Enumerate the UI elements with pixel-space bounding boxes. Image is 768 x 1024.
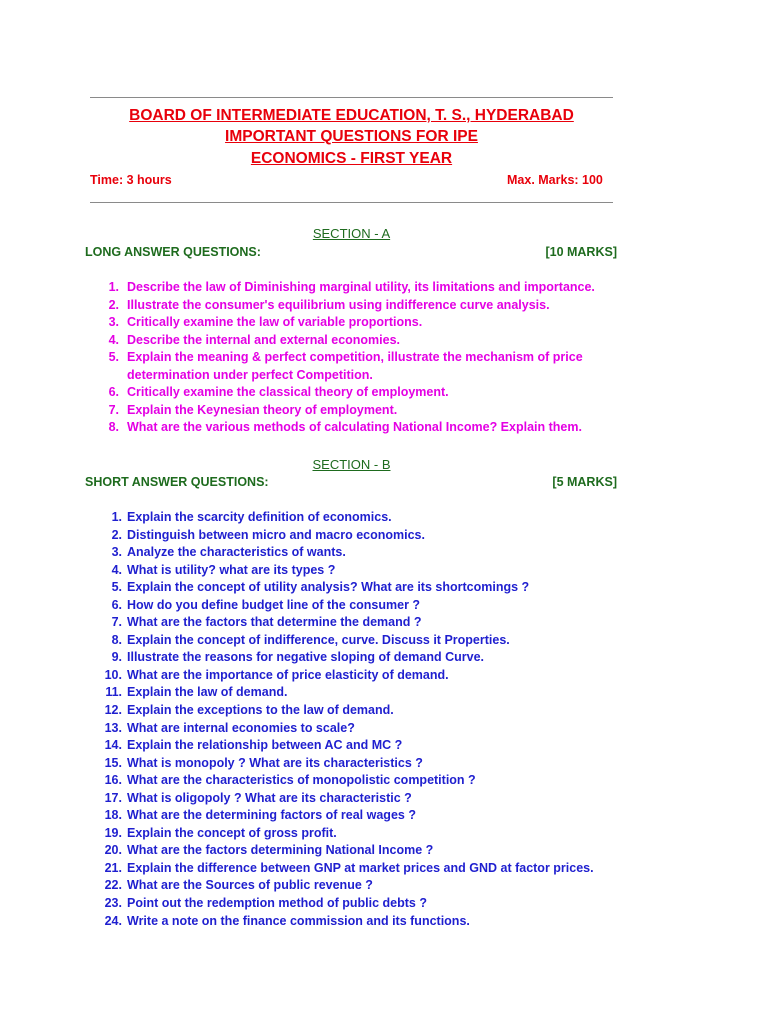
question-text: What are the factors that determine the demand ? xyxy=(127,615,422,630)
question-text: Explain the concept of gross profit. xyxy=(127,825,337,840)
list-item xyxy=(0,755,768,773)
list-item xyxy=(0,825,768,843)
question-text: Explain the difference between GNP at market prices and GND at factor prices. xyxy=(127,860,594,875)
question-text: Illustrate the consumer's equilibrium using indifference curve analysis. xyxy=(127,297,550,312)
question-text: Explain the concept of indifference, curve. Discuss it Properties. xyxy=(127,632,510,647)
question-number: 22. xyxy=(104,878,122,893)
question-number: 1. xyxy=(108,280,119,294)
question-number: 6. xyxy=(108,385,119,400)
section-b-subtitle: SHORT ANSWER QUESTIONS: xyxy=(85,475,269,489)
question-number: 23. xyxy=(104,896,122,911)
subject-title: ECONOMICS - FIRST YEAR xyxy=(250,150,453,167)
question-number: 20. xyxy=(104,843,122,858)
section-b-subtitle-row xyxy=(85,475,617,489)
list-item xyxy=(0,842,768,860)
question-text: Illustrate the reasons for negative sloping of demand Curve. xyxy=(127,650,485,665)
section-a-question-list xyxy=(0,279,768,437)
question-number: 14. xyxy=(104,738,122,753)
question-text: What are the characteristics of monopolistic competition ? xyxy=(127,773,476,788)
time-label: Time: 3 hours xyxy=(90,173,172,187)
list-item xyxy=(0,772,768,790)
question-number: 7. xyxy=(108,402,119,417)
list-item xyxy=(0,579,768,597)
question-number: 3. xyxy=(111,545,122,560)
section-a-subtitle: LONG ANSWER QUESTIONS: xyxy=(85,245,261,259)
list-item xyxy=(0,614,768,632)
list-item xyxy=(0,667,768,685)
list-item xyxy=(0,895,768,913)
question-text: What are the various methods of calculating National Income? Explain them. xyxy=(127,420,582,435)
question-text: Explain the concept of utility analysis? What are its shortcomings ? xyxy=(127,580,530,595)
question-text: What are the importance of price elasticity of demand. xyxy=(127,667,449,682)
section-a-title: SECTION - A xyxy=(312,226,391,241)
question-text: What are the Sources of public revenue ? xyxy=(127,878,373,893)
list-item xyxy=(0,509,768,527)
list-item xyxy=(0,877,768,895)
section-b-question-list xyxy=(0,509,768,930)
question-number: 9. xyxy=(111,650,122,665)
question-text: What is oligopoly ? What are its characteristic ? xyxy=(127,790,412,805)
list-item xyxy=(0,562,768,580)
list-item xyxy=(0,860,768,878)
list-item xyxy=(0,632,768,650)
list-item xyxy=(0,597,768,615)
list-item xyxy=(0,402,768,420)
list-item xyxy=(0,737,768,755)
list-item xyxy=(0,279,768,297)
list-item xyxy=(0,527,768,545)
list-item xyxy=(0,349,768,384)
question-text: Explain the scarcity definition of economics. xyxy=(127,510,392,524)
section-a-subtitle-row xyxy=(85,245,617,259)
question-text: Critically examine the classical theory of employment. xyxy=(127,385,449,400)
list-item xyxy=(0,332,768,350)
question-text: Explain the meaning & perfect competition, illustrate the mechanism of price determination under perfect Competition. xyxy=(127,350,583,382)
list-item xyxy=(0,684,768,702)
question-text: How do you define budget line of the consumer ? xyxy=(127,597,421,612)
question-text: Point out the redemption method of public debts ? xyxy=(127,896,427,911)
question-text: What are the factors determining National Income ? xyxy=(127,843,434,858)
question-number: 6. xyxy=(111,597,122,612)
question-number: 19. xyxy=(104,825,122,840)
board-title: BOARD OF INTERMEDIATE EDUCATION, T. S., HYDERABAD xyxy=(129,107,574,124)
list-item xyxy=(0,544,768,562)
question-number: 12. xyxy=(104,703,122,718)
question-text: What is monopoly ? What are its characteristics ? xyxy=(127,755,423,770)
question-number: 16. xyxy=(104,773,122,788)
question-text: Describe the law of Diminishing marginal utility, its limitations and importance. xyxy=(127,280,595,294)
list-item xyxy=(0,384,768,402)
question-number: 18. xyxy=(104,808,122,823)
question-number: 2. xyxy=(111,527,122,542)
question-number: 21. xyxy=(104,860,122,875)
question-text: Critically examine the law of variable proportions. xyxy=(127,315,423,330)
question-text: Distinguish between micro and macro economics. xyxy=(127,527,425,542)
question-number: 15. xyxy=(104,755,122,770)
question-text: What are internal economies to scale? xyxy=(127,720,355,735)
question-number: 1. xyxy=(111,510,122,524)
list-item xyxy=(0,913,768,931)
top-rule xyxy=(90,97,613,98)
question-number: 11. xyxy=(105,685,122,700)
question-number: 4. xyxy=(111,562,122,577)
list-item xyxy=(0,790,768,808)
question-number: 2. xyxy=(108,297,119,312)
list-item xyxy=(0,702,768,720)
section-b-title: SECTION - B xyxy=(312,457,391,472)
question-number: 24. xyxy=(104,913,122,928)
list-item xyxy=(0,297,768,315)
question-number: 3. xyxy=(108,315,119,330)
document-title: IMPORTANT QUESTIONS FOR IPE xyxy=(225,128,478,145)
question-text: What is utility? what are its types ? xyxy=(127,562,336,577)
question-text: Explain the relationship between AC and MC ? xyxy=(127,738,403,753)
question-number: 13. xyxy=(104,720,122,735)
section-b-marks: [5 MARKS] xyxy=(552,475,617,489)
header-bottom-rule xyxy=(90,202,613,203)
question-text: Explain the law of demand. xyxy=(127,685,288,700)
question-number: 4. xyxy=(108,332,119,347)
question-number: 10. xyxy=(104,667,122,682)
question-number: 8. xyxy=(108,420,119,435)
list-item xyxy=(0,807,768,825)
max-marks-label: Max. Marks: 100 xyxy=(507,173,603,187)
question-number: 8. xyxy=(111,632,122,647)
question-number: 5. xyxy=(111,580,122,595)
list-item xyxy=(0,314,768,332)
section-a-marks: [10 MARKS] xyxy=(545,245,617,259)
question-text: What are the determining factors of real wages ? xyxy=(127,808,416,823)
list-item xyxy=(0,419,768,437)
question-number: 7. xyxy=(111,615,122,630)
question-text: Analyze the characteristics of wants. xyxy=(127,545,346,560)
list-item xyxy=(0,720,768,738)
question-text: Explain the Keynesian theory of employment. xyxy=(127,402,398,417)
question-text: Write a note on the finance commission and its functions. xyxy=(127,913,470,928)
question-number: 5. xyxy=(108,350,119,365)
question-text: Explain the exceptions to the law of demand. xyxy=(127,703,394,718)
question-text: Describe the internal and external economies. xyxy=(127,332,401,347)
question-number: 17. xyxy=(104,790,122,805)
list-item xyxy=(0,649,768,667)
